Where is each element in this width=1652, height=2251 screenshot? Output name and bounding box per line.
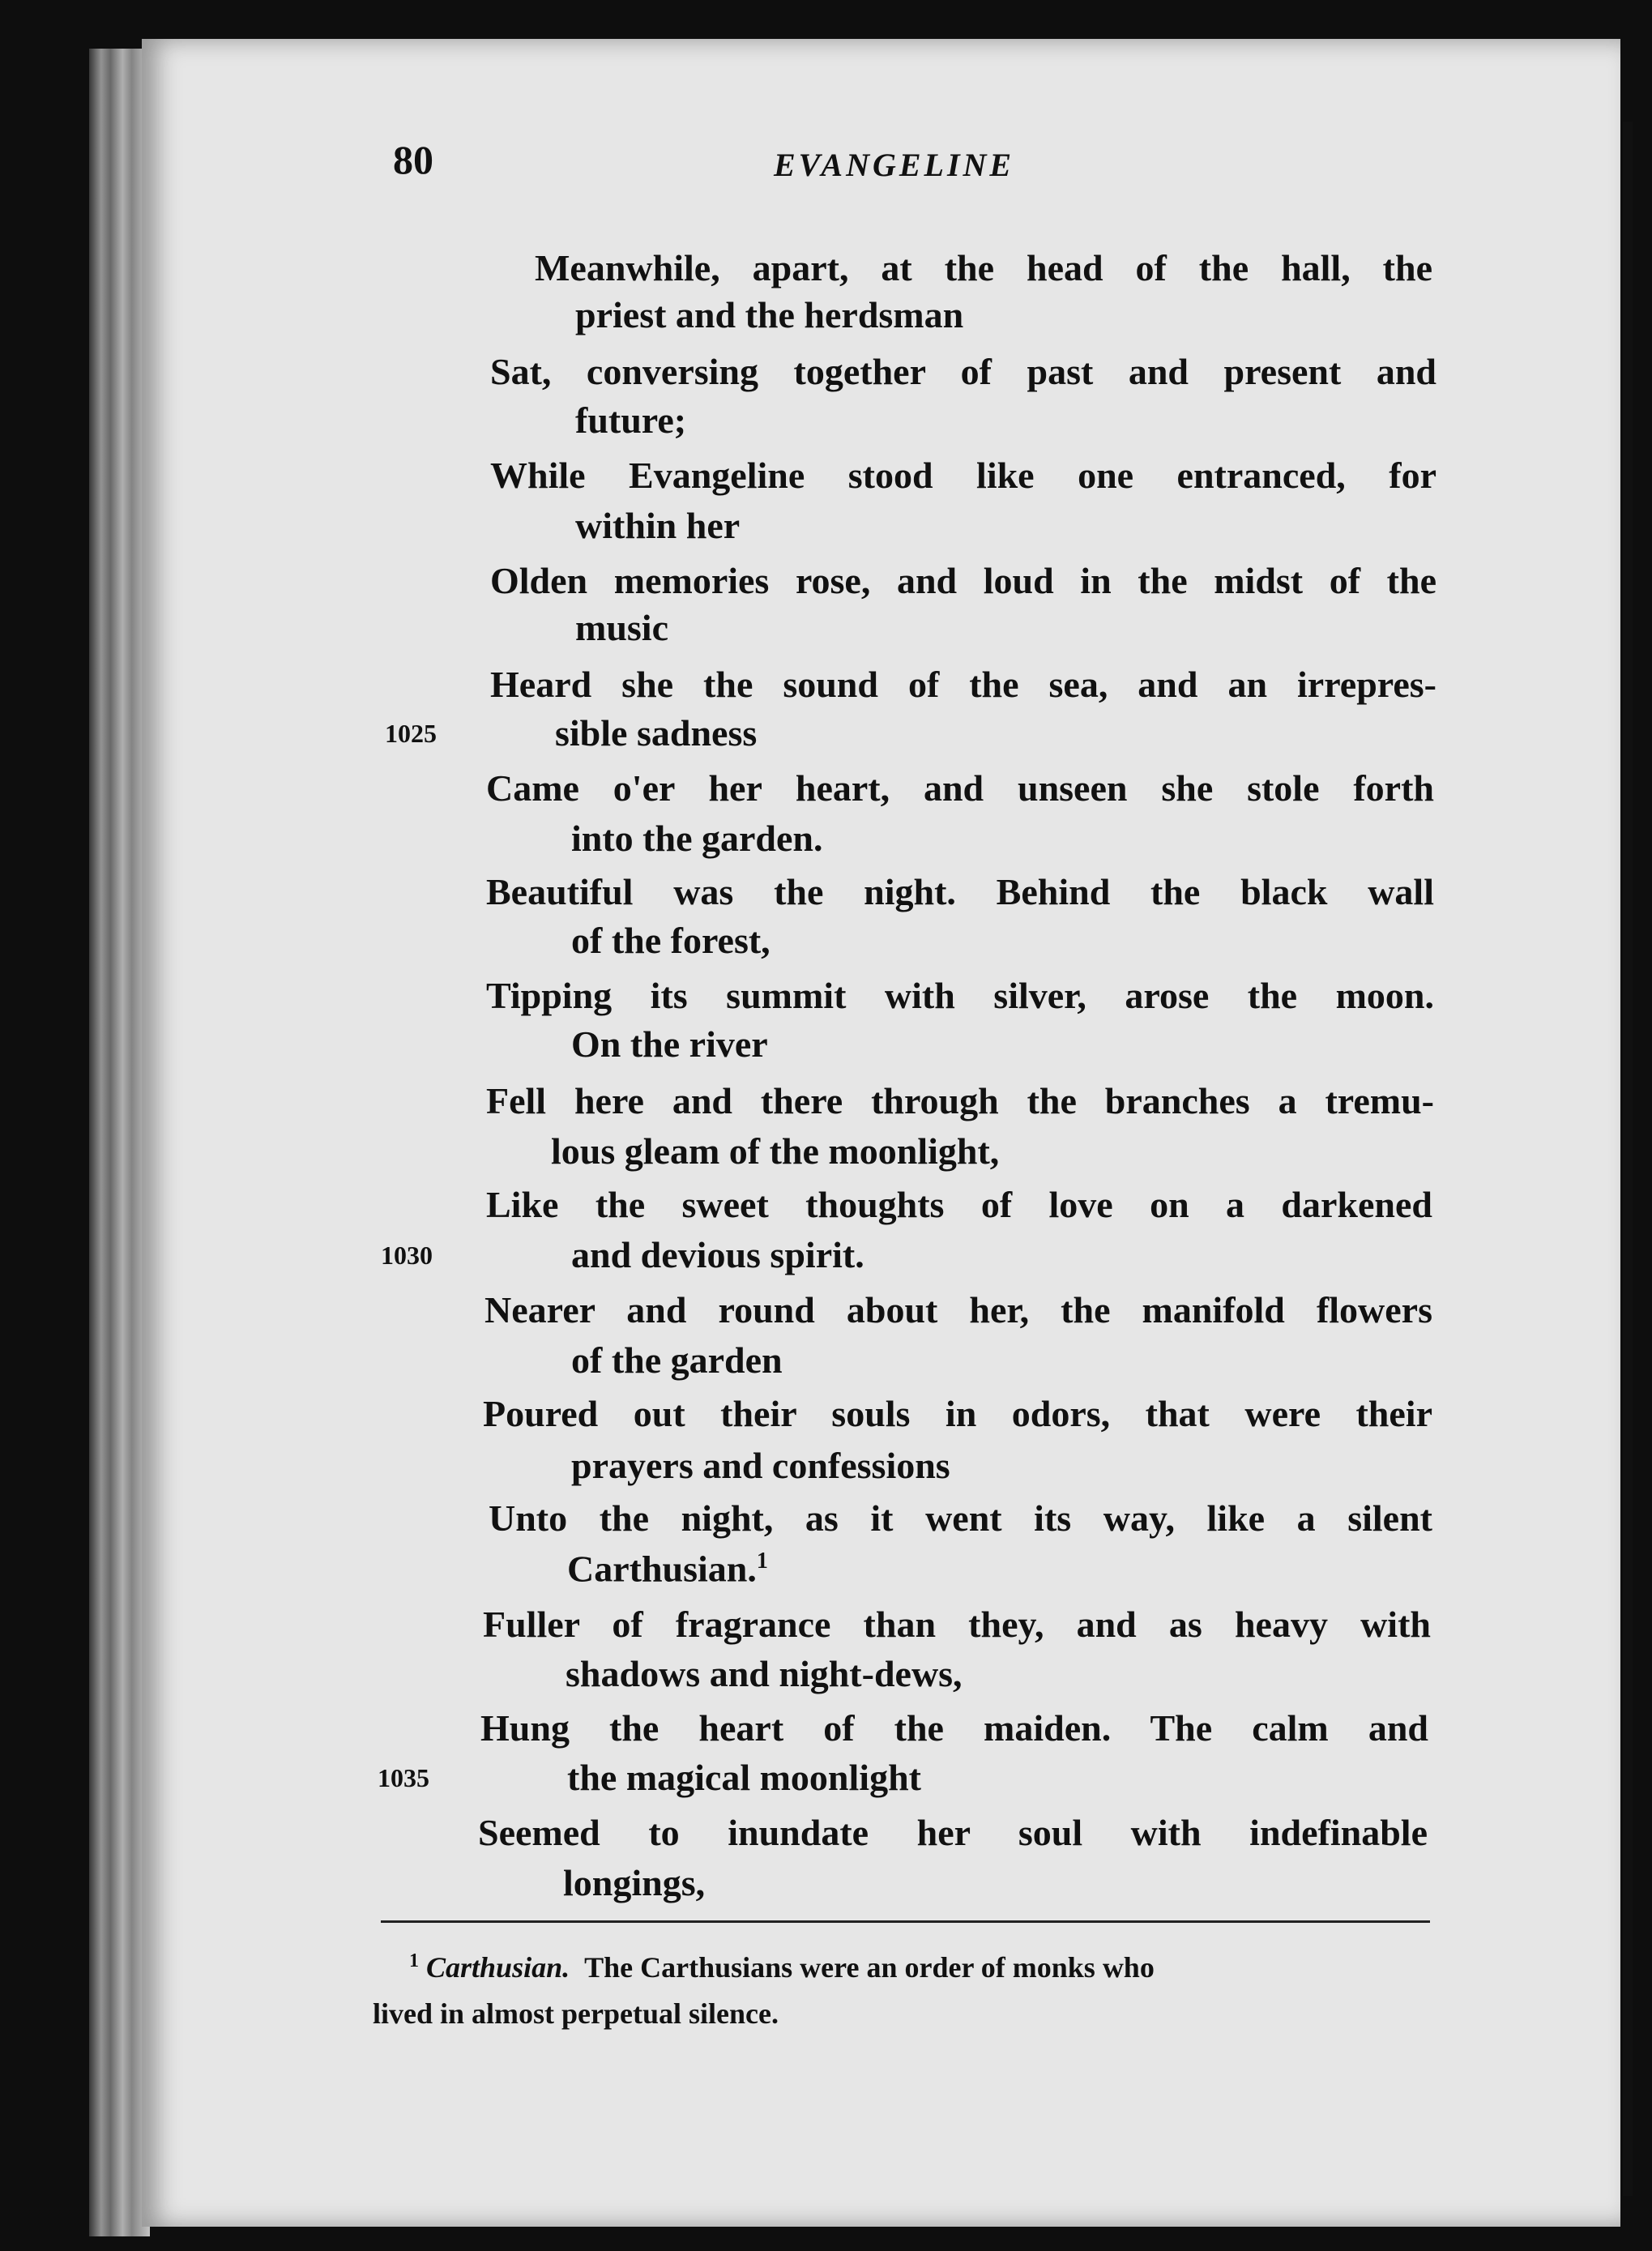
verse-line: of the forest, [571,920,771,961]
book-binding-edge [89,49,150,2236]
running-title: EVANGELINE [774,147,1015,183]
footnote-line-2: lived in almost perpetual silence. [373,1997,779,2030]
verse-line: Seemed to inundate her soul with indefinable [478,1812,1428,1853]
verse-line: Tipping its summit with silver, arose the moon. [486,975,1434,1016]
verse-line: Fuller of fragrance than they, and as heavy with [483,1604,1431,1645]
verse-line: sible sadness [555,712,758,754]
footnote-reference: 1 [756,1548,768,1574]
line-number: 1030 [381,1241,433,1270]
verse-line [567,1548,768,1590]
verse-line: within her [575,505,741,546]
line-number: 1035 [378,1763,429,1792]
scan-border [1623,122,1633,2196]
verse-line-text: Carthusian. [567,1548,757,1590]
verse-line: Beautiful was the night. Behind the black wall [486,871,1434,912]
verse-line: On the river [571,1023,768,1065]
verse-line: and devious spirit. [571,1234,864,1275]
verse-line: the magical moonlight [567,1757,921,1798]
footnote-text: The Carthusians were an order of monks who [584,1951,1155,1984]
footnote [373,1938,1434,2037]
verse-line: Olden memories rose, and loud in the midst of the [490,560,1436,601]
verse-line: longings, [563,1862,706,1903]
verse-line: lous gleam of the moonlight, [551,1130,1000,1172]
verse-line: into the garden. [571,818,823,859]
footnote-line-1 [373,1938,1434,1991]
verse-line: future; [575,399,687,441]
verse-line: Heard she the sound of the sea, and an irrepres- [490,664,1436,705]
verse-line: Like the sweet thoughts of love on a darkened [486,1184,1432,1225]
page-number: 80 [393,137,433,182]
verse-line: Poured out their souls in odors, that were their [483,1393,1432,1434]
verse-line: Came o'er her heart, and unseen she stole forth [486,767,1434,809]
verse-line: Unto the night, as it went its way, like a silent [489,1497,1432,1539]
verse-line: While Evangeline stood like one entranced, for [490,455,1436,496]
verse-line: Fell here and there through the branches a tremu- [486,1080,1434,1121]
verse-line: Sat, conversing together of past and present and [490,351,1436,392]
verse-line: priest and the herdsman [575,294,964,335]
footnote-marker: 1 [409,1950,419,1971]
line-number: 1025 [385,719,437,748]
verse-line: Meanwhile, apart, at the head of the hall, the [535,247,1432,288]
footnote-term: Carthusian. [426,1951,570,1984]
verse-line: Hung the heart of the maiden. The calm and [480,1707,1428,1749]
verse-line: music [575,607,668,648]
verse-line: of the garden [571,1339,783,1381]
verse-line: prayers and confessions [571,1445,950,1486]
verse-line: shadows and night-dews, [566,1653,963,1694]
verse-line: Nearer and round about her, the manifold flowers [485,1289,1432,1331]
footnote-rule [381,1920,1430,1923]
